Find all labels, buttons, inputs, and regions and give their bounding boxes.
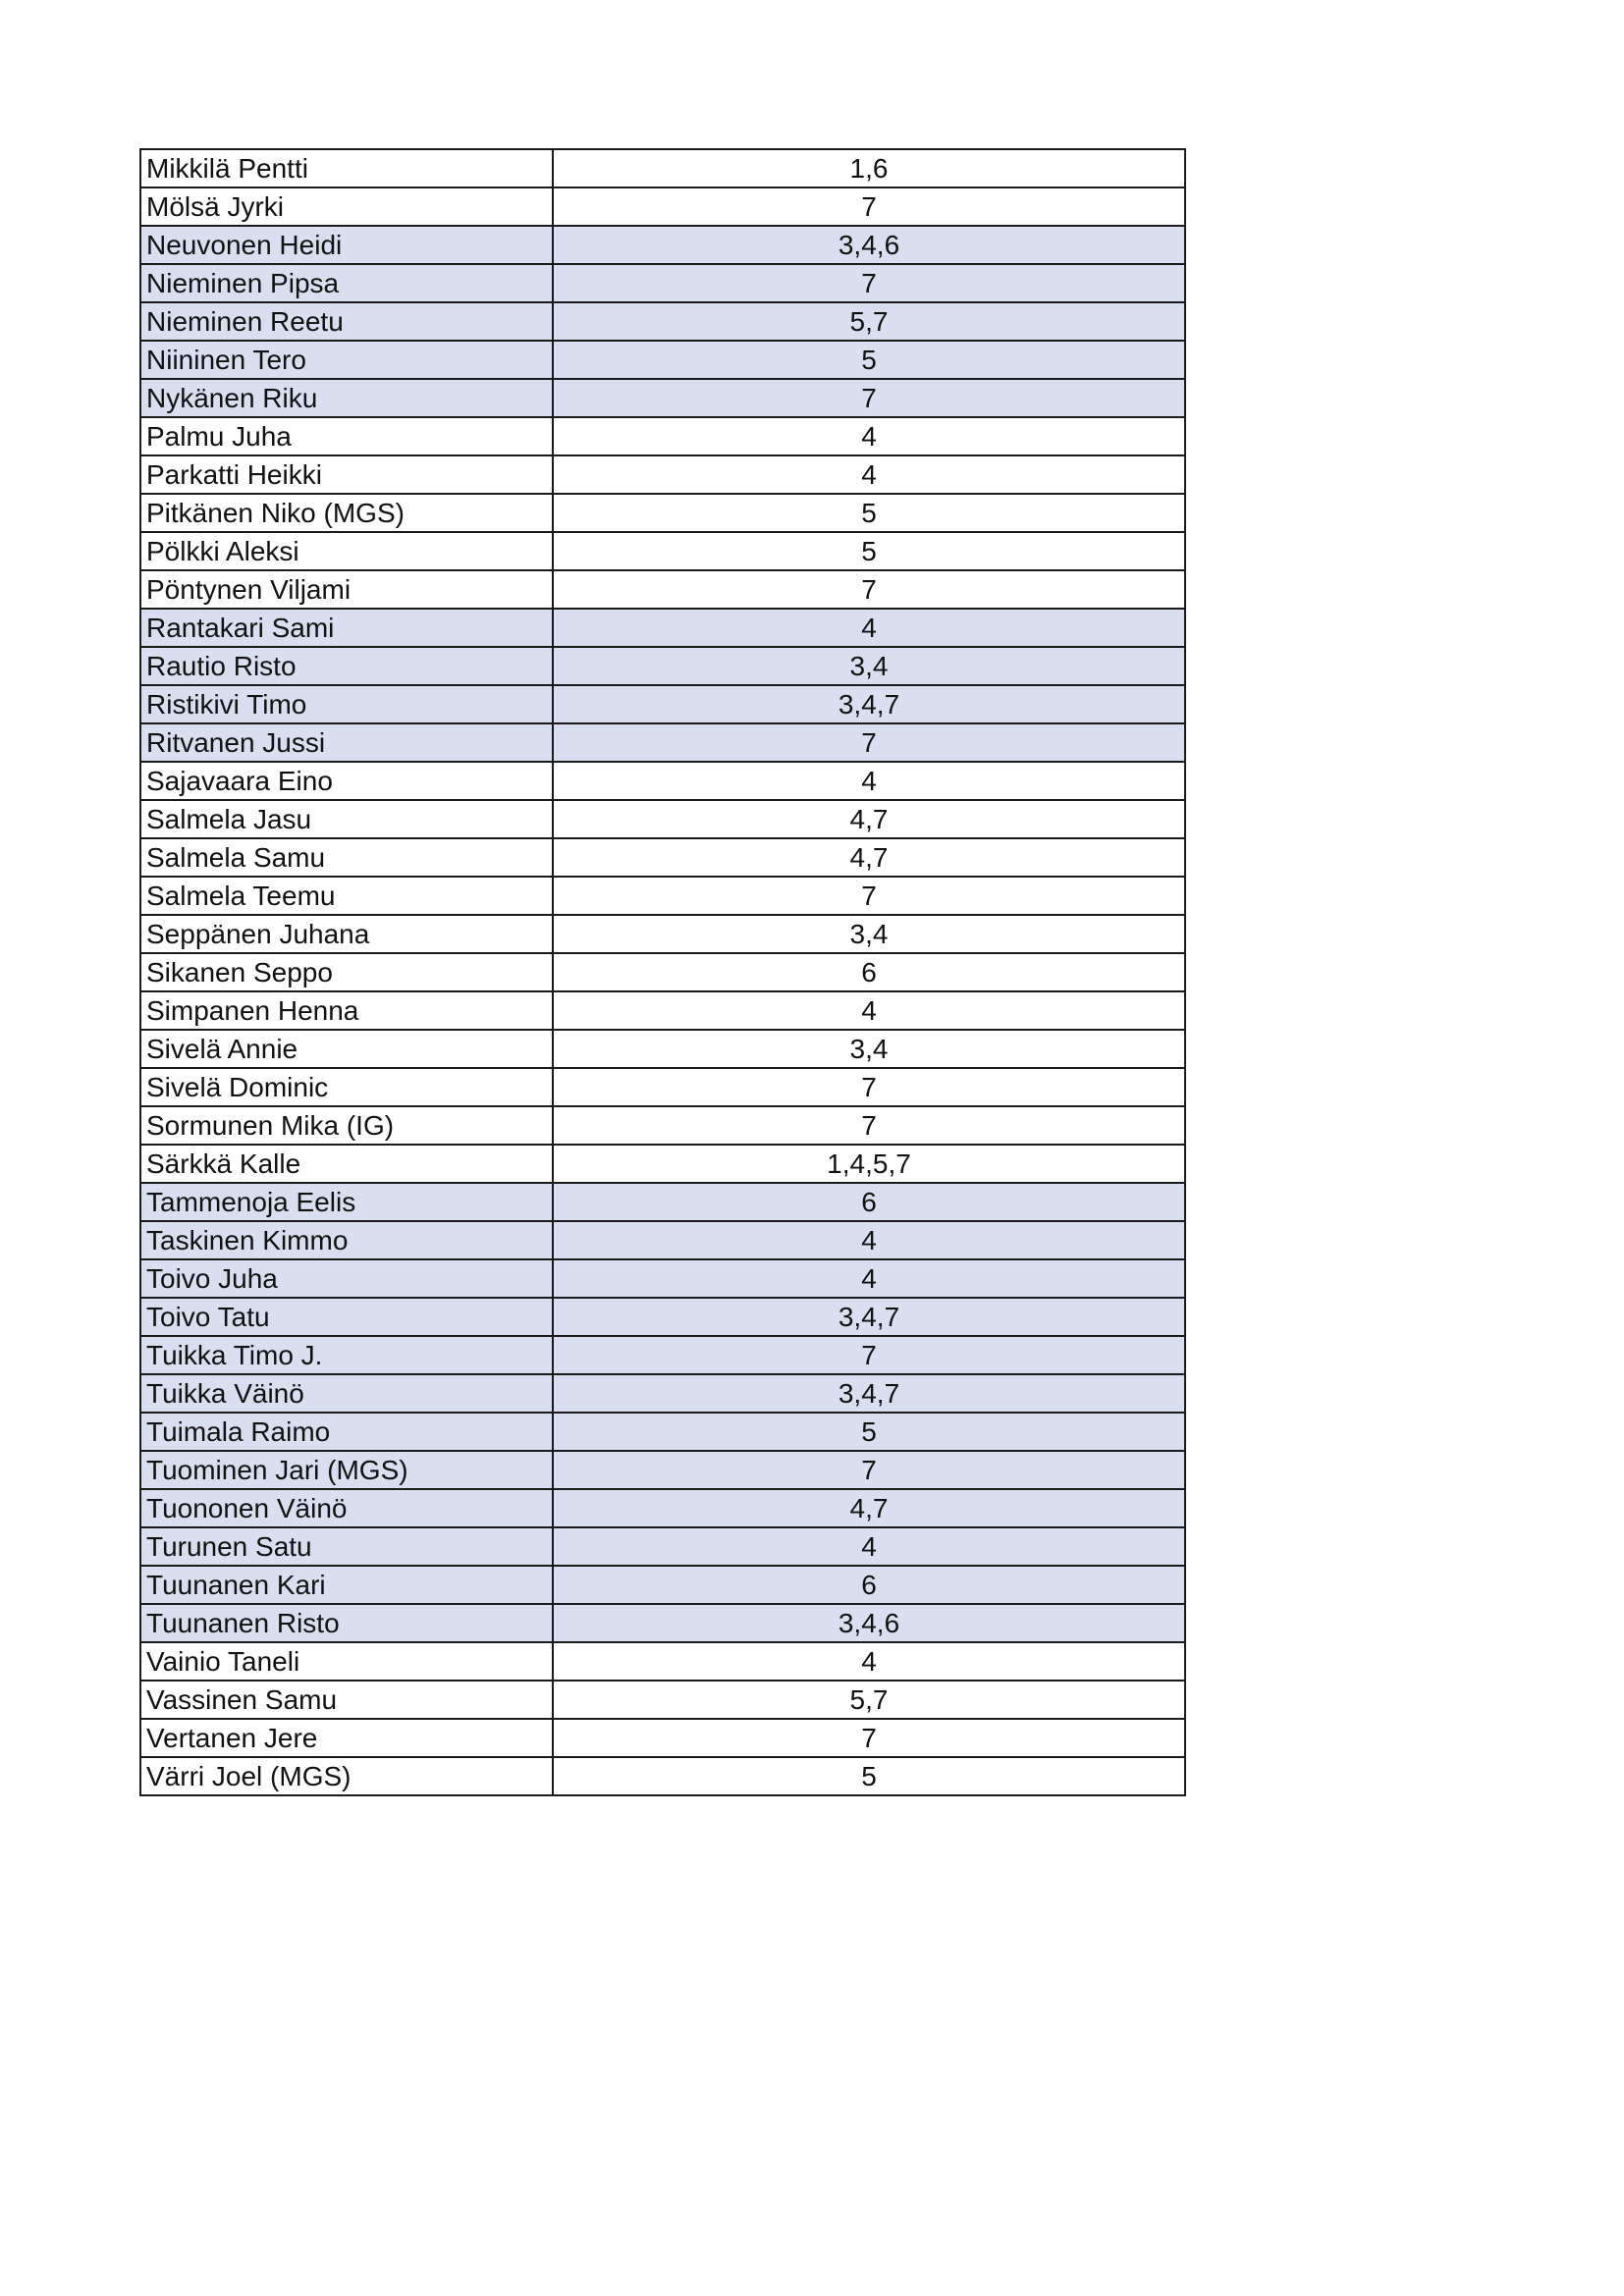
name-cell: Värri Joel (MGS) [140, 1757, 553, 1795]
name-cell: Tuikka Timo J. [140, 1336, 553, 1374]
table-row [140, 1413, 1185, 1451]
value-cell: 4,7 [553, 800, 1185, 838]
name-cell: Palmu Juha [140, 417, 553, 455]
name-cell: Simpanen Henna [140, 991, 553, 1030]
table-row [140, 1030, 1185, 1068]
table-row [140, 1298, 1185, 1336]
name-cell: Sikanen Seppo [140, 953, 553, 991]
table-row [140, 1681, 1185, 1719]
value-cell: 5,7 [553, 302, 1185, 341]
name-cell: Tuominen Jari (MGS) [140, 1451, 553, 1489]
table-row [140, 1642, 1185, 1681]
name-cell: Tuimala Raimo [140, 1413, 553, 1451]
value-cell: 5 [553, 494, 1185, 532]
table-row [140, 1068, 1185, 1106]
name-cell: Nykänen Riku [140, 379, 553, 417]
table-row [140, 1489, 1185, 1527]
name-cell: Niininen Tero [140, 341, 553, 379]
value-cell: 4 [553, 455, 1185, 494]
value-cell: 5,7 [553, 1681, 1185, 1719]
value-cell: 1,4,5,7 [553, 1145, 1185, 1183]
table-row [140, 226, 1185, 264]
table-row [140, 1106, 1185, 1145]
table-row [140, 264, 1185, 302]
name-cell: Pöntynen Viljami [140, 570, 553, 609]
value-cell: 7 [553, 379, 1185, 417]
name-cell: Neuvonen Heidi [140, 226, 553, 264]
value-cell: 7 [553, 1068, 1185, 1106]
table-row [140, 379, 1185, 417]
table-row [140, 1221, 1185, 1259]
table-body [140, 149, 1185, 1795]
value-cell: 5 [553, 1757, 1185, 1795]
name-cell: Tuunanen Risto [140, 1604, 553, 1642]
table-row [140, 953, 1185, 991]
table-row [140, 494, 1185, 532]
table-row [140, 685, 1185, 723]
table-row [140, 1566, 1185, 1604]
table-row [140, 1259, 1185, 1298]
table-row [140, 877, 1185, 915]
table-row [140, 647, 1185, 685]
name-cell: Nieminen Reetu [140, 302, 553, 341]
table-row [140, 417, 1185, 455]
value-cell: 3,4 [553, 915, 1185, 953]
table-row [140, 149, 1185, 187]
name-cell: Tuikka Väinö [140, 1374, 553, 1413]
table-row [140, 1183, 1185, 1221]
name-cell: Särkkä Kalle [140, 1145, 553, 1183]
value-cell: 4 [553, 1642, 1185, 1681]
value-cell: 7 [553, 1336, 1185, 1374]
table-row [140, 455, 1185, 494]
table-row [140, 570, 1185, 609]
name-cell: Turunen Satu [140, 1527, 553, 1566]
name-cell: Tuononen Väinö [140, 1489, 553, 1527]
value-cell: 3,4 [553, 1030, 1185, 1068]
name-cell: Mölsä Jyrki [140, 187, 553, 226]
name-cell: Rantakari Sami [140, 609, 553, 647]
value-cell: 4,7 [553, 1489, 1185, 1527]
value-cell: 3,4,7 [553, 1374, 1185, 1413]
table-row [140, 1374, 1185, 1413]
value-cell: 4 [553, 1527, 1185, 1566]
table-row [140, 341, 1185, 379]
name-cell: Toivo Tatu [140, 1298, 553, 1336]
value-cell: 5 [553, 532, 1185, 570]
name-cell: Vertanen Jere [140, 1719, 553, 1757]
name-cell: Ritvanen Jussi [140, 723, 553, 762]
value-cell: 4 [553, 1259, 1185, 1298]
value-cell: 3,4,7 [553, 685, 1185, 723]
value-cell: 6 [553, 953, 1185, 991]
name-cell: Pitkänen Niko (MGS) [140, 494, 553, 532]
value-cell: 4 [553, 1221, 1185, 1259]
value-cell: 4,7 [553, 838, 1185, 877]
name-value-table [139, 148, 1186, 1796]
name-cell: Vainio Taneli [140, 1642, 553, 1681]
value-cell: 7 [553, 1106, 1185, 1145]
value-cell: 7 [553, 264, 1185, 302]
table-row [140, 1451, 1185, 1489]
table-row [140, 800, 1185, 838]
name-cell: Toivo Juha [140, 1259, 553, 1298]
table-row [140, 1719, 1185, 1757]
value-cell: 7 [553, 1719, 1185, 1757]
value-cell: 4 [553, 991, 1185, 1030]
value-cell: 1,6 [553, 149, 1185, 187]
table-row [140, 1336, 1185, 1374]
value-cell: 5 [553, 1413, 1185, 1451]
name-cell: Salmela Teemu [140, 877, 553, 915]
value-cell: 7 [553, 570, 1185, 609]
value-cell: 3,4 [553, 647, 1185, 685]
name-cell: Tammenoja Eelis [140, 1183, 553, 1221]
table-row [140, 838, 1185, 877]
name-cell: Vassinen Samu [140, 1681, 553, 1719]
table-row [140, 1145, 1185, 1183]
name-cell: Nieminen Pipsa [140, 264, 553, 302]
table-row [140, 915, 1185, 953]
name-cell: Mikkilä Pentti [140, 149, 553, 187]
value-cell: 7 [553, 877, 1185, 915]
value-cell: 7 [553, 723, 1185, 762]
value-cell: 3,4,7 [553, 1298, 1185, 1336]
table-row [140, 991, 1185, 1030]
value-cell: 5 [553, 341, 1185, 379]
name-cell: Ristikivi Timo [140, 685, 553, 723]
name-cell: Sivelä Dominic [140, 1068, 553, 1106]
table-row [140, 187, 1185, 226]
value-cell: 6 [553, 1183, 1185, 1221]
name-cell: Salmela Jasu [140, 800, 553, 838]
value-cell: 7 [553, 1451, 1185, 1489]
table-row [140, 302, 1185, 341]
value-cell: 6 [553, 1566, 1185, 1604]
value-cell: 4 [553, 609, 1185, 647]
value-cell: 3,4,6 [553, 226, 1185, 264]
value-cell: 3,4,6 [553, 1604, 1185, 1642]
name-cell: Seppänen Juhana [140, 915, 553, 953]
name-cell: Sivelä Annie [140, 1030, 553, 1068]
table-row [140, 1757, 1185, 1795]
value-cell: 4 [553, 417, 1185, 455]
name-cell: Tuunanen Kari [140, 1566, 553, 1604]
table-row [140, 723, 1185, 762]
name-cell: Parkatti Heikki [140, 455, 553, 494]
table-row [140, 1527, 1185, 1566]
table-row [140, 532, 1185, 570]
value-cell: 7 [553, 187, 1185, 226]
name-cell: Rautio Risto [140, 647, 553, 685]
name-cell: Pölkki Aleksi [140, 532, 553, 570]
table-row [140, 1604, 1185, 1642]
name-cell: Sajavaara Eino [140, 762, 553, 800]
name-cell: Sormunen Mika (IG) [140, 1106, 553, 1145]
value-cell: 4 [553, 762, 1185, 800]
name-cell: Salmela Samu [140, 838, 553, 877]
table-row [140, 762, 1185, 800]
name-cell: Taskinen Kimmo [140, 1221, 553, 1259]
table-row [140, 609, 1185, 647]
